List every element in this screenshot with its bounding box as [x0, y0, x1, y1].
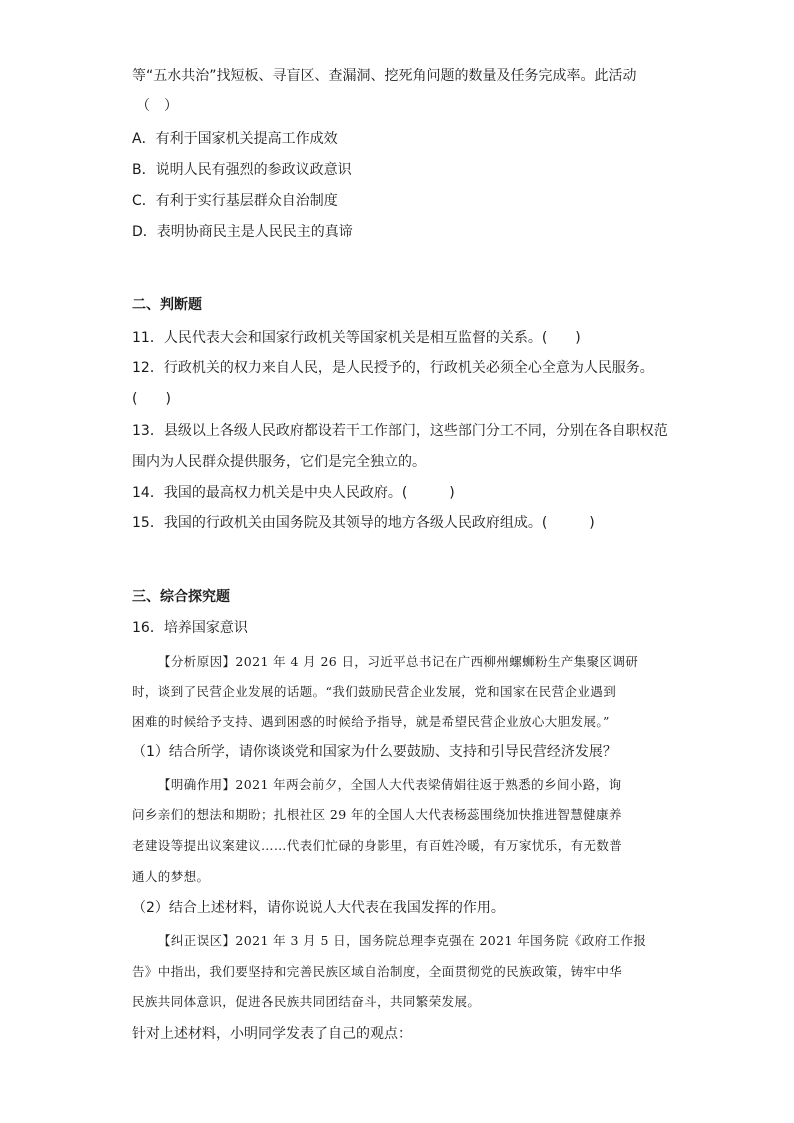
q10-answer-blank: （ ） [136, 98, 178, 114]
material1-line2: 时，谈到了民营企业发展的话题。“我们鼓励民营企业发展，党和国家在民营企业遇到 [132, 684, 617, 699]
question-15: 15．我国的行政机关由国务院及其领导的地方各级人民政府组成。( ) [132, 515, 595, 531]
material3-line3: 民族共同体意识，促进各民族共同团结奋斗，共同繁荣发展。 [132, 994, 481, 1009]
material1-line3: 困难的时候给予支持、遇到困惑的时候给予指导，就是希望民营企业放心大胆发展。” [132, 714, 610, 729]
material2-line4: 通人的梦想。 [132, 869, 210, 884]
question-13: 13．县级以上各级人民政府都设若干工作部门，这些部门分工不同，分别在各自职权范 [132, 423, 668, 439]
material2-line3: 老建设等提出议案建议……代表们忙碌的身影里，有百姓冷暖，有万家忧乐，有无数普 [132, 838, 623, 853]
q10-option-d: D．表明协商民主是人民民主的真谛 [132, 224, 353, 240]
sub-question-1: （1）结合所学，请你谈谈党和国家为什么要鼓励、支持和引导民营经济发展？ [132, 744, 617, 760]
question-16-title: 16．培养国家意识 [132, 620, 248, 636]
closing-line: 针对上述材料，小明同学发表了自己的观点： [132, 1026, 412, 1042]
question-12: 12．行政机关的权力来自人民，是人民授予的，行政机关必须全心全意为人民服务。 [132, 360, 654, 376]
q10-option-c: C．有利于实行基层群众自治制度 [132, 193, 338, 209]
material3-line1: 【纠正误区】2021 年 3 月 5 日，国务院总理李克强在 2021 年国务院《政府工作报 [158, 933, 647, 948]
q10-option-a: A．有利于国家机关提高工作成效 [132, 131, 338, 147]
question-14: 14．我国的最高权力机关是中央人民政府。( ) [132, 485, 455, 501]
material2-line1: 【明确作用】2021 年两会前夕，全国人大代表梁倩娟往返于熟悉的乡间小路，询 [158, 777, 622, 792]
section2-title: 二、判断题 [132, 297, 202, 313]
material1-line1: 【分析原因】2021 年 4 月 26 日，习近平总书记在广西柳州螺蛳粉生产集聚区调研 [158, 654, 639, 669]
question-13-cont: 围内为人民群众提供服务，它们是完全独立的。 [132, 454, 426, 470]
section3-title: 三、综合探究题 [132, 589, 230, 605]
material3-line2: 告》中指出，我们要坚持和完善民族区域自治制度，全面贯彻党的民族政策，铸牢中华 [132, 964, 623, 979]
question-11: 11．人民代表大会和国家行政机关等国家机关是相互监督的关系。( ) [132, 330, 581, 346]
question-12-blank: ( ) [132, 391, 171, 407]
material2-line2: 问乡亲们的想法和期盼；扎根社区 29 年的全国人大代表杨蕊围绕加快推进智慧健康养 [132, 807, 622, 822]
q10-option-b: B．说明人民有强烈的参政议政意识 [132, 162, 352, 178]
q10-stem-continued: 等“五水共治”找短板、寻盲区、查漏洞、挖死角问题的数量及任务完成率。此活动 [132, 68, 637, 84]
sub-question-2: （2）结合上述材料，请你说说人大代表在我国发挥的作用。 [132, 900, 505, 916]
